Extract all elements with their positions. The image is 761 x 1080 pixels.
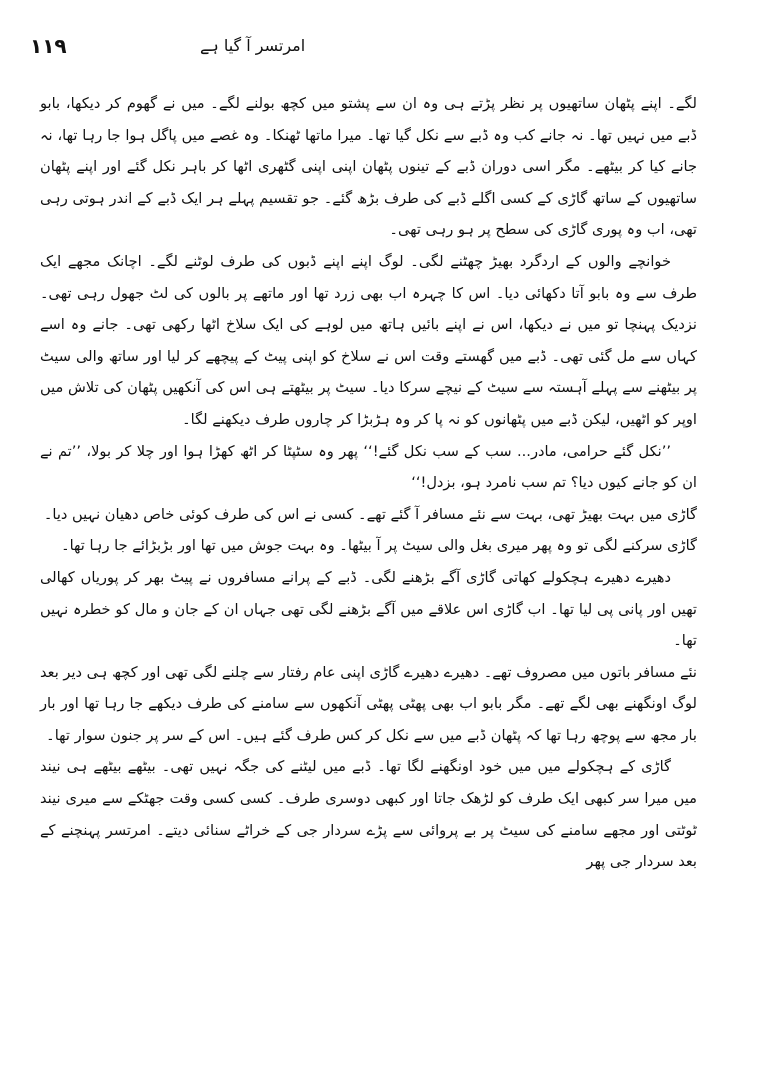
paragraph: ’’نکل گئے حرامی، مادر... سب کے سب نکل گئے!‘‘ پھر وہ سٹپٹا کر اٹھ کھڑا ہوا اور چلا کر بولا، ’’تم نے ان کو جانے کیوں دیا؟ تم سب نامرد ہو، بزدل!‘‘: [40, 442, 697, 492]
paragraph: گاڑی کے ہچکولے میں میں خود اونگھنے لگا تھا۔ ڈبے میں لیٹنے کی جگہ نہیں تھی۔ بیٹھے بیٹھے ہی نیند میں میرا سر کبھی ایک طرف کو لڑھک جاتا اور کبھی دوسری طرف۔ کسی کسی وقت جھٹکے سے میری نیند ٹوٹتی اور مجھے سامنے کی سیٹ پر بے پروائی سے پڑے سردار جی کے خراٹے سنائی دیتے۔ امرتسر پہنچنے کے بعد سردار جی پھر: [40, 758, 697, 871]
page-number: ۱۱۹: [30, 34, 67, 58]
paragraph: دھیرے دھیرے ہچکولے کھاتی گاڑی آگے بڑھنے لگی۔ ڈبے کے پرانے مسافروں نے پیٹ بھر کر پوریاں کھالی تھیں اور پانی پی لیا تھا۔ اب گاڑی اس علاقے میں آگے بڑھنے لگی تھی جہاں ان کے جان و مال کو خطرہ نہیں تھا۔: [40, 568, 697, 650]
body-text: [40, 88, 697, 878]
paragraph: گاڑی سرکنے لگی تو وہ پھر میری بغل والی سیٹ پر آ بیٹھا۔ وہ بہت جوش میں تھا اور بڑبڑائے جا رہا تھا۔: [61, 537, 697, 555]
paragraph: نئے مسافر باتوں میں مصروف تھے۔ دھیرے دھیرے گاڑی اپنی عام رفتار سے چلنے لگی تھی اور کچھ ہی دیر بعد لوگ اونگھنے بھی لگے تھے۔ مگر بابو اب بھی پھٹی پھٹی آنکھوں سے سامنے کی طرف دیکھے جا رہا تھا اور بار بار مجھ سے پوچھ رہا تھا کہ پٹھان ڈبے میں سے نکل کر کس طرف گئے ہیں۔ اس کے سر پر جنون سوار تھا۔: [40, 663, 697, 744]
paragraph: خوانچے والوں کے اردگرد بھیڑ چھٹنے لگی۔ لوگ اپنے اپنے ڈبوں کی طرف لوٹنے لگے۔ اچانک مجھے ایک طرف سے وہ بابو آتا دکھائی دیا۔ اس کا چہرہ اب بھی زرد تھا اور ماتھے پر بالوں کی لٹ جھول رہی تھی۔ نزدیک پہنچا تو میں نے دیکھا، اس نے اپنے بائیں ہاتھ میں لوہے کی ایک سلاخ اٹھا رکھی تھی۔ جانے وہ اسے کہاں سے مل گئی تھی۔ ڈبے میں گھستے وقت اس نے سلاخ کو اپنی پیٹ کے پیچھے کر لیا اور ساتھ والی سیٹ پر بیٹھنے سے پہلے آہستہ سے سیٹ کے نیچے سرکا دیا۔ سیٹ پر بیٹھتے ہی اس کی آنکھیں پٹھان کی تلاش میں اوپر کو اٹھیں، لیکن ڈبے میں پٹھانوں کو نہ پا کر وہ ہڑبڑا کر چاروں طرف دیکھنے لگا۔: [40, 252, 697, 428]
running-title: امرتسر آ گیا ہے: [200, 36, 306, 55]
paragraph: لگے۔ اپنے پٹھان ساتھیوں پر نظر پڑتے ہی وہ ان سے پشتو میں کچھ بولنے لگے۔ میں نے گھوم کر دیکھا، بابو ڈبے میں نہیں تھا۔ نہ جانے کب وہ ڈبے سے نکل گیا تھا۔ میرا ماتھا ٹھنکا۔ وہ غصے میں پاگل ہوا جا رہا تھا، نہ جانے کیا کر بیٹھے۔ مگر اسی دوران ڈبے کے تینوں پٹھان اپنی اپنی گٹھری اٹھا کر باہر نکل گئے اور اپنے پٹھان ساتھیوں کے ساتھ گاڑی کے کسی اگلے ڈبے کی طرف بڑھ گئے۔ جو تقسیم پہلے ہر ایک ڈبے کے اندر ہوتی رہی تھی، اب وہ پوری گاڑی کی سطح پر ہو رہی تھی۔: [40, 95, 697, 239]
paragraph: گاڑی میں بہت بھیڑ تھی، بہت سے نئے مسافر آ گئے تھے۔ کسی نے اس کی طرف کوئی خاص دھیان نہیں دیا۔: [43, 505, 697, 523]
